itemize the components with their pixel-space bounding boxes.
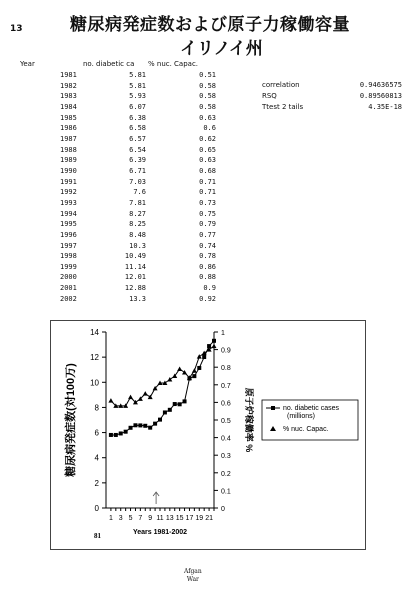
diabetic-cell: 12.88 [124,284,146,293]
y-left-tick-label: 14 [90,328,99,337]
diabetic-cell: 7.03 [129,177,146,186]
nuc-cell: 0.63 [199,113,216,122]
diabetic-cell: 10.3 [129,241,146,250]
diabetic-cell: 6.39 [129,156,146,165]
diabetic-point [124,430,128,434]
y-left-tick-label: 6 [94,428,99,438]
x-tick-label: 9 [148,515,153,522]
diabetic-cell: 5.93 [129,92,146,101]
y-right-tick-label: 0.5 [221,418,231,425]
nuc-header: % nuc. Capac. [148,60,199,68]
y-left-tick-label: 4 [94,453,99,463]
year-cell: 1988 [60,145,77,154]
nuc-cell: 0.9 [203,284,216,293]
diabetic-cell: 6.57 [129,134,146,143]
nuc-cell: 0.77 [199,230,216,239]
diabetic-cell: 6.54 [129,145,146,154]
nuc-cell: 0.51 [199,71,216,79]
year-cell: 1985 [60,113,77,122]
correlation-value: 0.94636575 [359,81,402,89]
y-right-tick-label: 0.9 [221,347,231,355]
nuc-cell: 0.73 [199,198,216,207]
y-right-tick-label: 0.2 [221,470,231,478]
year-cell: 1982 [60,81,77,90]
diabetic-point [109,433,113,437]
x-tick-label: 7 [138,515,143,522]
x-tick-label: 11 [156,515,164,522]
y-left-tick-label: 12 [90,353,99,363]
series-line-2 [111,346,214,406]
nuc-cell: 0.88 [199,273,216,282]
nuc-point [143,391,148,396]
diabetic-cell: 8.25 [129,220,146,229]
x-tick-label: 17 [185,515,194,522]
diabetic-point [143,424,147,428]
year-cell: 2001 [60,284,77,293]
y-right-tick-label: 0 [221,506,225,513]
rsq-label: RSQ [262,92,277,100]
y-axis-label-right: 原子炉稼働率 % [244,387,254,453]
x-tick-label: 15 [175,515,184,522]
year-cell: 1993 [60,198,77,207]
nuc-cell: 0.65 [199,145,216,154]
nuc-point [192,368,197,373]
nuc-cell: 0.75 [199,209,216,218]
x-tick-label: 5 [128,515,133,522]
table-row [60,70,216,81]
diabetic-cell: 5.81 [129,71,146,79]
legend-marker-diabetic [271,406,275,410]
legend-label-diabetic-cont: (millions) [287,413,315,420]
diabetic-point [114,433,118,437]
diabetic-cell: 6.71 [129,166,146,175]
diabetic-point [178,402,182,406]
year-cell: 1983 [60,92,77,101]
legend-label-nuc: % nuc. Capac. [283,426,329,433]
stats-block [262,80,402,113]
diabetic-cell: 5.81 [129,81,146,90]
nuc-point [128,395,133,400]
diabetic-point [133,423,137,427]
stats-row-ttest [262,102,402,113]
year-header: Year [20,60,35,68]
y-left-tick-label: 0 [94,504,99,513]
nuc-cell: 0.58 [199,81,216,90]
table-row [60,209,216,220]
diabetic-point [183,399,187,403]
diabetic-cell: 8.27 [129,209,146,218]
table-row [60,81,216,92]
table-row [60,294,216,305]
table-row [60,272,216,283]
year-cell: 1992 [60,188,77,197]
nuc-cell: 0.58 [199,92,216,101]
nuc-cell: 0.86 [199,262,216,271]
y-right-tick-label: 0.8 [221,365,231,373]
stats-row-rsq [262,91,402,102]
diabetic-cell: 11.14 [124,262,146,271]
x-tick-label: 21 [205,515,213,522]
year-cell: 2000 [60,273,77,282]
year-cell: 1987 [60,134,77,143]
y-right-tick-label: 0.7 [221,382,231,390]
year-cell: 1984 [60,102,77,111]
diabetic-cell: 6.58 [129,124,146,133]
x-tick-label: 13 [165,515,174,522]
diabetic-point [168,408,172,412]
table-row [60,145,216,156]
y-right-tick-label: 1 [221,330,225,337]
x-tick-label: 3 [118,515,123,522]
table-row [60,166,216,177]
diabetic-point [197,366,201,370]
afgan-line1: Afgan [184,568,202,575]
table-row [60,251,216,262]
year-cell: 1997 [60,241,77,250]
year-cell: 1990 [60,166,77,175]
nuc-point [177,366,182,371]
diabetic-cell: 8.48 [129,230,146,239]
year-cell: 2002 [60,294,77,303]
table-row [60,91,216,102]
nuc-cell: 0.63 [199,156,216,165]
y-right-tick-label: 0.6 [221,400,231,408]
nuc-cell: 0.79 [199,220,216,229]
diabetic-point [153,422,157,426]
diabetic-point [158,418,162,422]
data-table [60,70,216,304]
year-cell: 1995 [60,220,77,229]
nuc-point [212,344,217,349]
table-row [60,198,216,209]
afgan-note [184,568,202,584]
diabetic-point [119,431,123,435]
diabetic-point [148,426,152,430]
table-row [60,241,216,252]
diabetic-cell: 6.07 [129,102,146,111]
nuc-cell: 0.78 [199,252,216,261]
table-row [60,134,216,145]
year-cell: 1991 [60,177,77,186]
nuc-cell: 0.62 [199,134,216,143]
y-left-tick-label: 2 [94,478,99,488]
year-cell: 1996 [60,230,77,239]
diabetic-cell: 12.01 [124,273,146,282]
series-line-1 [111,341,214,435]
year-cell: 1994 [60,209,77,218]
y-axis-label-left: 糖尿病発症数(対100万) [65,363,77,477]
x-tick-label: 19 [195,515,204,522]
stats-row-correlation [262,80,402,91]
page-title: 糖尿病発症数および原子力稼働容量 [70,15,350,35]
x-axis-label: Years 1981-2002 [132,529,188,536]
table-row [60,123,216,134]
diabetic-cell: 7.6 [133,188,146,197]
page-number: 13 [10,24,23,34]
correlation-label: correlation [262,81,300,89]
diabetic-cell: 10.49 [124,252,146,261]
nuc-cell: 0.71 [199,188,216,197]
table-row [60,230,216,241]
ttest-label: Ttest 2 tails [262,103,304,111]
diabetic-point [212,339,216,343]
table-row [60,283,216,294]
y-left-tick-label: 8 [94,403,99,413]
diabetic-point [192,374,196,378]
diabetic-cell: 7.81 [129,198,146,207]
nuc-cell: 0.74 [199,241,216,250]
table-row [60,113,216,124]
diabetic-point [163,410,167,414]
diabetic-point [202,355,206,359]
diabetic-point [173,402,177,406]
table-row [60,177,216,188]
y-right-tick-label: 0.3 [221,453,231,461]
year-cell: 1981 [60,71,77,79]
diabetic-cell: 13.3 [129,294,146,303]
year-cell: 1998 [60,252,77,261]
nuc-point [108,398,113,403]
legend-label-diabetic: no. diabetic cases [283,405,340,412]
year-cell: 1986 [60,124,77,133]
year-cell: 1989 [60,156,77,165]
diabetic-point [138,423,142,427]
y-right-tick-label: 0.4 [221,435,231,443]
x-origin-label: 81 [94,532,101,540]
nuc-cell: 0.71 [199,177,216,186]
afgan-line2: War [186,576,199,583]
table-row [60,262,216,273]
chart [50,320,366,550]
rsq-value: 0.89560813 [359,92,402,100]
y-right-tick-label: 0.1 [221,488,231,496]
nuc-cell: 0.6 [203,124,216,133]
y-left-tick-label: 10 [90,378,99,388]
diabetic-cell: 6.38 [129,113,146,122]
ttest-value: 4.35E-18 [368,103,402,111]
year-cell: 1999 [60,262,77,271]
nuc-cell: 0.92 [199,294,216,303]
table-row [60,219,216,230]
x-tick-label: 1 [108,515,113,522]
page-subtitle: イリノイ州 [180,39,263,59]
table-row [60,102,216,113]
table-row [60,155,216,166]
nuc-cell: 0.68 [199,166,216,175]
afgan-arrow [153,492,159,504]
table-row [60,187,216,198]
diabetic-header: no. diabetic ca [83,60,135,68]
nuc-cell: 0.58 [199,102,216,111]
diabetic-point [129,426,133,430]
